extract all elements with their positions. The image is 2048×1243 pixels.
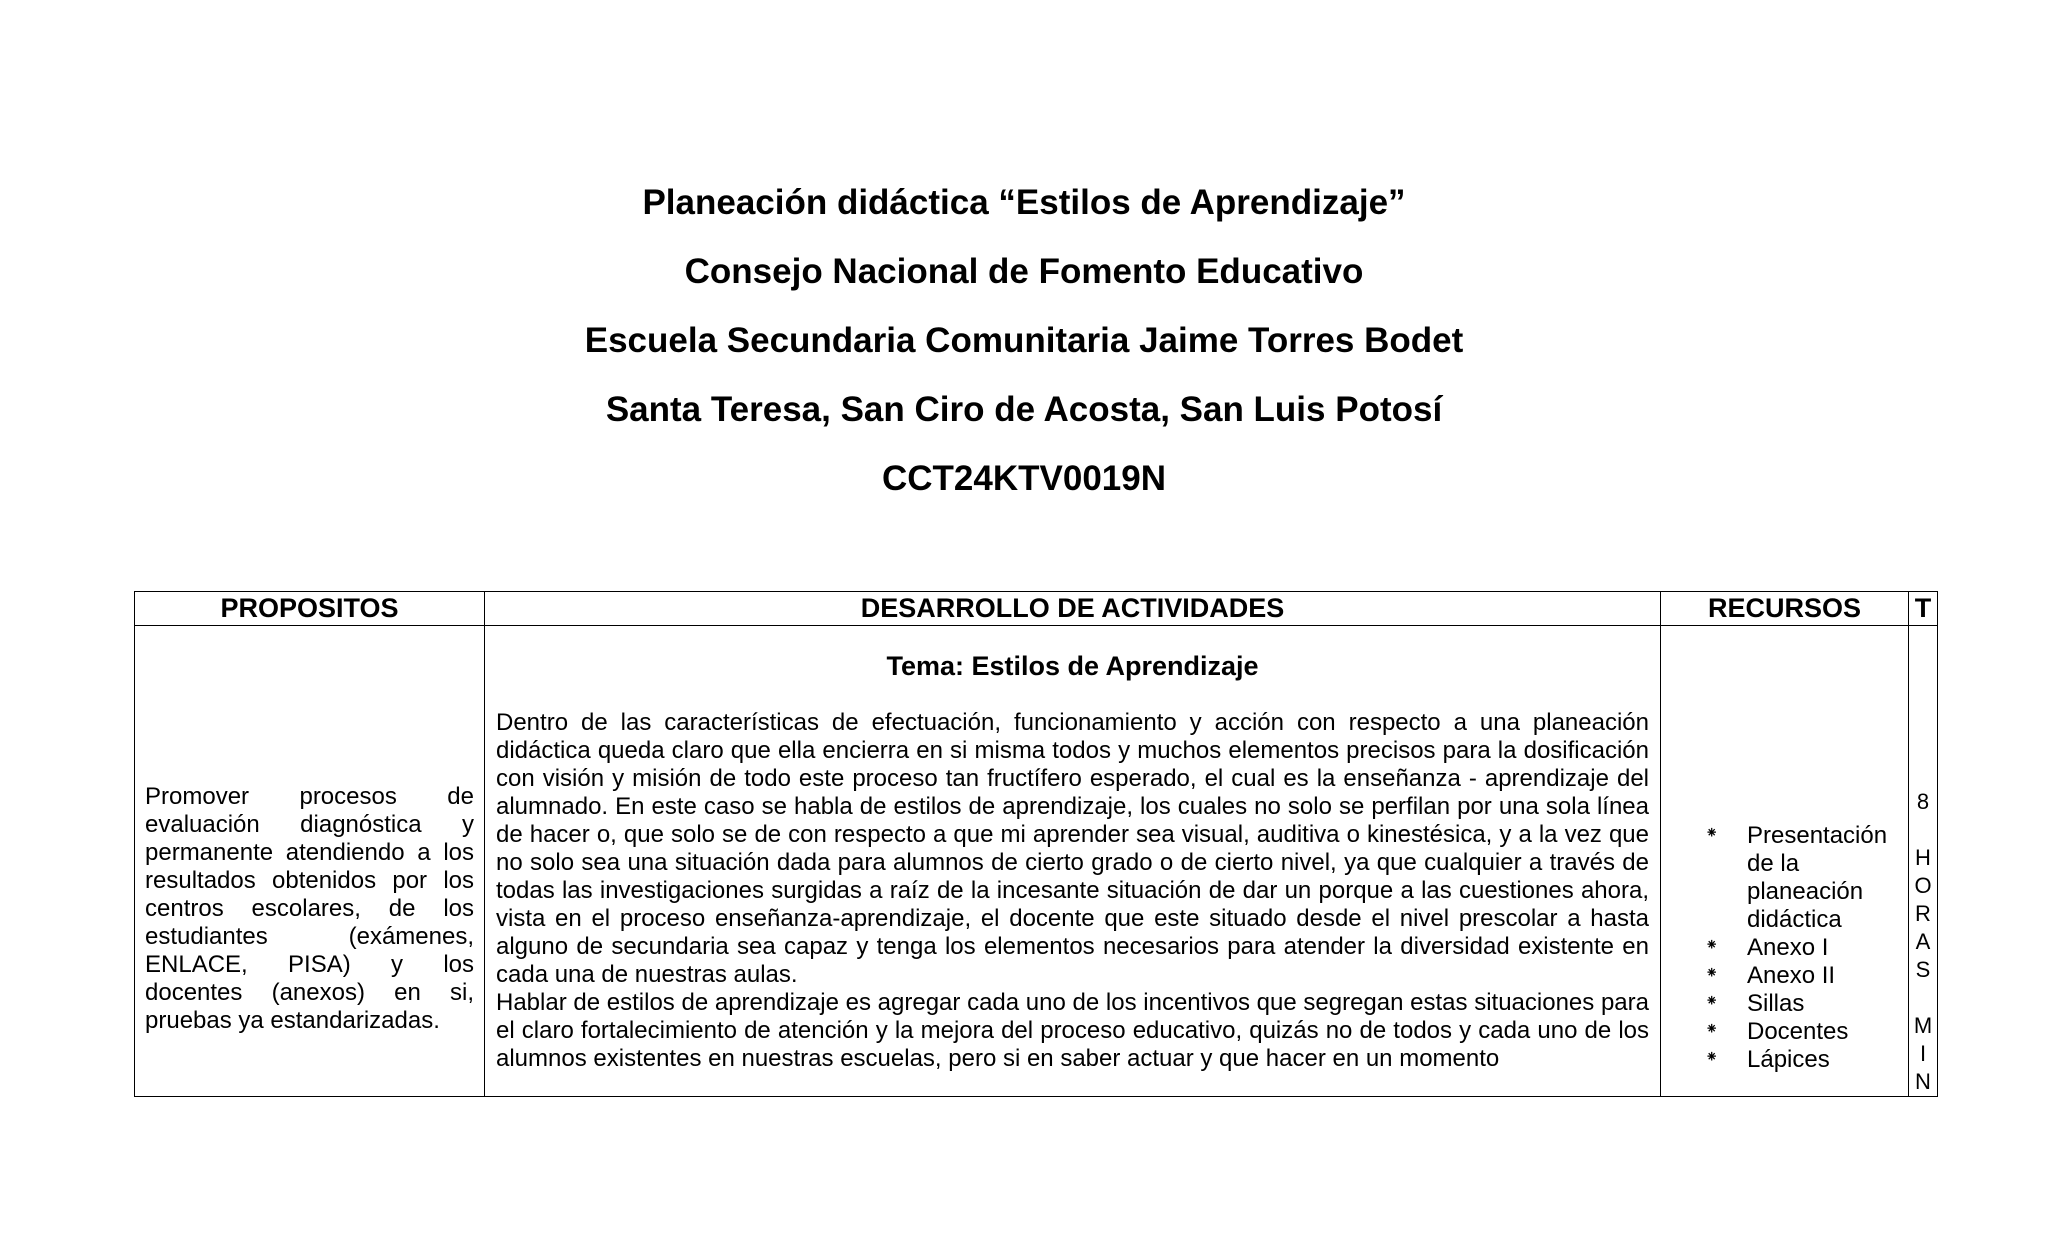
header-propositos: PROPOSITOS — [135, 592, 485, 626]
header-recursos: RECURSOS — [1661, 592, 1909, 626]
asterisk-bullet-icon: ⁕ — [1705, 825, 1719, 842]
tiempo-letter: A — [1915, 929, 1931, 954]
propositos-cell — [135, 626, 485, 1097]
recursos-list — [1661, 822, 1908, 1074]
document-header — [0, 168, 2048, 513]
tiempo-cell — [1909, 626, 1938, 1097]
recursos-cell — [1661, 626, 1909, 1097]
desarrollo-paragraph-1: Dentro de las características de efectuación, funcionamiento y acción con respecto a una planeación didáctica queda claro que ella encierra en si misma todos y muchos elementos precisos para la dosificación con visión y misión de todo este proceso tan fructífero esperado, el cual es la enseñanza - aprendizaje del alumnado. En este caso se habla de estilos de aprendizaje, los cuales no solo se perfilan por una sola línea de hacer o, que solo se de con respecto a que mi aprender sea visual, auditiva o kinestésica, y a la vez que no solo sea una situación dada para alumnos de cierto grado o de cierto nivel, ya que cualquier a través de todas las investigaciones surgidas a raíz de la incesante situación de dar un porque a las cuestiones ahora, vista en el proceso enseñanza-aprendizaje, el docente que este situado desde el nivel prescolar a hasta alguno de secundaria sea capaz y tenga los elementos necesarios para atender la diversidad existente en cada una de nuestras aulas. — [496, 709, 1649, 988]
header-tiempo: T — [1909, 592, 1938, 626]
list-item — [1705, 1046, 1908, 1074]
planning-table — [134, 591, 1938, 1097]
recurso-label: Sillas — [1747, 990, 1805, 1017]
tiempo-letter: H — [1915, 845, 1931, 870]
recurso-label: Presentación de la planeación didáctica — [1747, 822, 1888, 933]
document-title: Planeación didáctica “Estilos de Aprendizaje” — [642, 183, 1406, 222]
school-cct-code: CCT24KTV0019N — [882, 459, 1166, 498]
tiempo-number: 8 — [1916, 789, 1930, 814]
recurso-label: Anexo I — [1747, 934, 1829, 961]
organization-name: Consejo Nacional de Fomento Educativo — [684, 252, 1364, 291]
tiempo-letter: S — [1915, 957, 1931, 982]
tiempo-letter: N — [1915, 1069, 1931, 1094]
table-row — [135, 626, 1938, 1097]
asterisk-bullet-icon: ⁕ — [1705, 937, 1719, 954]
desarrollo-paragraph-2: Hablar de estilos de aprendizaje es agregar cada uno de los incentivos que segregan estas situaciones para el claro fortalecimiento de atención y la mejora del proceso educativo, quizás no de todos y cada uno de los alumnos existentes en nuestras escuelas, pero si en saber actuar y que hacer en un momento — [496, 989, 1649, 1072]
list-item — [1705, 1018, 1908, 1046]
tiempo-letter: M — [1913, 1013, 1933, 1038]
asterisk-bullet-icon: ⁕ — [1705, 1049, 1719, 1066]
tiempo-letter: R — [1915, 901, 1931, 926]
school-location: Santa Teresa, San Ciro de Acosta, San Luis Potosí — [605, 390, 1443, 429]
recurso-label: Docentes — [1747, 1018, 1849, 1045]
tiempo-letter: I — [1919, 1041, 1927, 1066]
recurso-label: Lápices — [1747, 1046, 1830, 1073]
tiempo-vertical-text — [1909, 788, 1937, 1096]
list-item — [1705, 990, 1908, 1018]
asterisk-bullet-icon: ⁕ — [1705, 993, 1719, 1010]
asterisk-bullet-icon: ⁕ — [1705, 965, 1719, 982]
header-desarrollo: DESARROLLO DE ACTIVIDADES — [485, 592, 1661, 626]
tiempo-letter: O — [1914, 873, 1932, 898]
asterisk-bullet-icon: ⁕ — [1705, 1021, 1719, 1038]
list-item — [1705, 822, 1908, 934]
desarrollo-cell — [485, 626, 1661, 1097]
list-item — [1705, 962, 1908, 990]
list-item — [1705, 934, 1908, 962]
propositos-text: Promover procesos de evaluación diagnóstica y permanente atendiendo a los resultados obtenidos por los centros escolares, de los estudiantes (exámenes, ENLACE, PISA) y los docentes (anexos) en si, pruebas ya estandarizadas. — [145, 783, 474, 1034]
school-name: Escuela Secundaria Comunitaria Jaime Torres Bodet — [584, 321, 1464, 360]
table-header-row — [135, 592, 1938, 626]
tema-title: Tema: Estilos de Aprendizaje — [886, 651, 1259, 681]
recurso-label: Anexo II — [1747, 962, 1836, 989]
